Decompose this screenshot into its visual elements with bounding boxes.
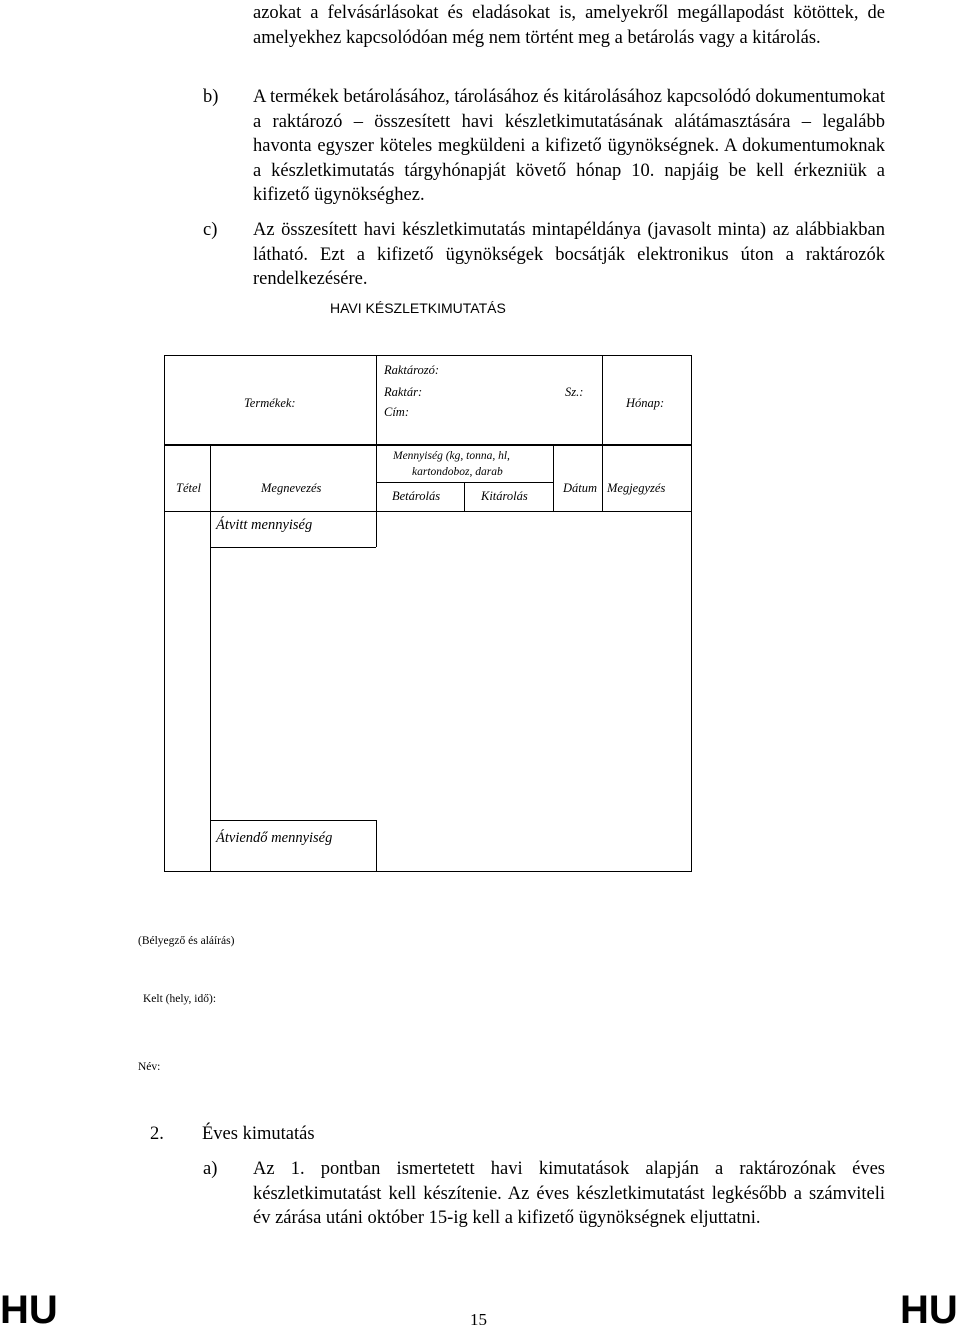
note-column-header: Megjegyzés <box>607 481 666 495</box>
carry-row-line <box>210 820 376 821</box>
item-c-marker: c) <box>203 220 218 240</box>
section-number: 2. <box>150 1124 164 1144</box>
ledger-table <box>164 445 692 872</box>
carry-row-divider <box>376 820 377 872</box>
to-carry-forward-label: Átviendő mennyiség <box>216 830 333 846</box>
quantity-header-line2: kartondoboz, darab <box>412 466 503 478</box>
month-label: Hónap: <box>626 396 665 410</box>
section-title: Éves kimutatás <box>202 1124 315 1144</box>
header-divider-2 <box>602 355 603 445</box>
warehouse-label: Raktár: <box>384 385 423 399</box>
table-header-line <box>164 511 692 512</box>
warehouse-operator-label: Raktározó: <box>384 363 440 377</box>
address-label: Cím: <box>384 405 409 419</box>
intro-paragraph: azokat a felvásárlásokat és eladásokat is, amelyekről megállapodást kötöttek, de amelyekhez kapcsolódóan még nem történt meg a betárolás vagy a kitárolás. <box>253 3 885 48</box>
col-divider-date <box>602 445 603 511</box>
col-divider-qty <box>553 445 554 511</box>
carried-row-divider <box>376 511 377 547</box>
item-column-header: Tétel <box>176 481 201 495</box>
date-column-header: Dátum <box>563 481 598 495</box>
name-label: Név: <box>138 1061 161 1073</box>
in-column-header: Betárolás <box>392 489 441 503</box>
out-column-header: Kitárolás <box>481 489 528 503</box>
item-b-paragraph: A termékek betárolásához, tárolásához és kitárolásához kapcsolódó dokumentumokat a raktározó – összesített havi készletkimutatásának alátámasztására – legalább havonta egyszer köteles megküldeni a kifizető ügynökségnek. A dokumentumoknak a készletkimutatás tárgyhónapját követő hónap 10. napjáig be kell érkezniük a kifizető ügynökséghez. <box>253 87 885 206</box>
stamp-signature-label: (Bélyegző és aláírás) <box>138 935 235 947</box>
footer-language-left: HU <box>0 1288 58 1332</box>
col-divider-item <box>210 445 211 872</box>
page-number: 15 <box>470 1310 487 1329</box>
form-title: HAVI KÉSZLETKIMUTATÁS <box>330 300 506 316</box>
header-divider-1 <box>376 355 377 445</box>
number-label: Sz.: <box>565 385 584 399</box>
col-divider-name <box>376 445 377 511</box>
col-divider-in-out <box>464 482 465 511</box>
item-a-paragraph: Az 1. pontban ismertetett havi kimutatások alapján a raktározónak éves készletkimutatást kell készítenie. Az éves készletkimutatást legkésőbb a számviteli év zárása utáni október 15-ig kell a kifizető ügynökségnek eljuttatni. <box>253 1159 885 1229</box>
dated-label: Kelt (hely, idő): <box>143 993 217 1005</box>
item-a-marker: a) <box>203 1159 218 1179</box>
products-label: Termékek: <box>244 396 296 410</box>
carried-row-line <box>210 547 376 548</box>
item-c-paragraph: Az összesített havi készletkimutatás mintapéldánya (javasolt minta) az alábbiakban látható. Ezt a kifizető ügynökségek bocsátják elektronikus úton a raktározók rendelkezésére. <box>253 220 885 290</box>
quantity-header-line1: Mennyiség (kg, tonna, hl, <box>393 450 510 462</box>
name-column-header: Megnevezés <box>261 481 322 495</box>
footer-language-right: HU <box>900 1288 958 1332</box>
qty-subheader-line <box>376 482 553 483</box>
carried-forward-label: Átvitt mennyiség <box>216 517 313 533</box>
item-b-marker: b) <box>203 87 219 107</box>
